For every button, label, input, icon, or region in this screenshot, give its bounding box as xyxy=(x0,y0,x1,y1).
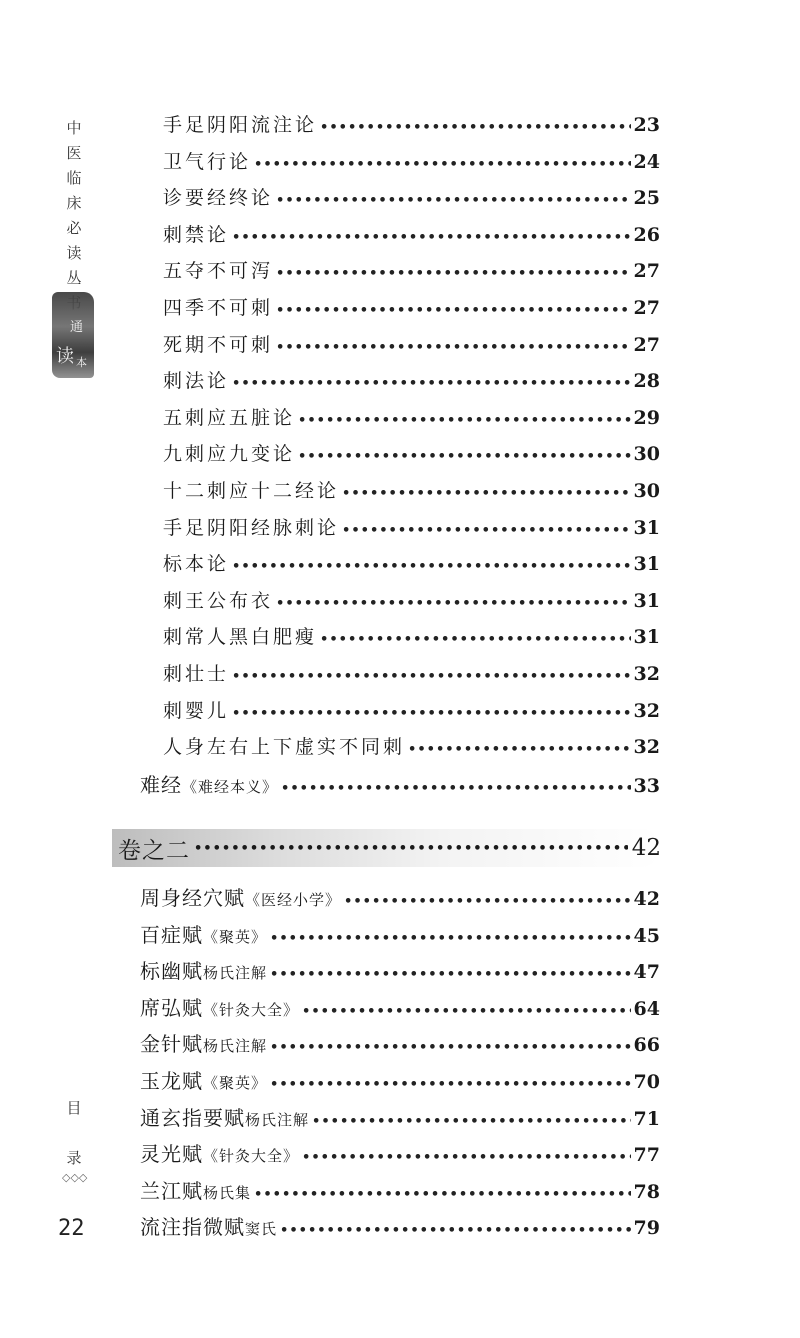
chapter-heading[interactable] xyxy=(112,829,661,867)
toc-entry-title-text: 通玄指要赋 xyxy=(140,1105,245,1130)
toc-entry[interactable] xyxy=(140,1102,660,1138)
dot-leader xyxy=(276,266,631,281)
toc-entry-page: 28 xyxy=(633,370,660,393)
dot-leader xyxy=(281,781,631,796)
toc-entry-title xyxy=(163,696,229,723)
toc-entry-title-text: 灵光赋 xyxy=(140,1142,203,1167)
toc-entry-title xyxy=(140,769,278,798)
toc-entry[interactable] xyxy=(163,513,660,549)
dot-leader xyxy=(276,193,631,208)
series-char: 临 xyxy=(66,169,82,187)
toc-entry-title xyxy=(163,476,339,503)
toc-entry-title xyxy=(163,147,251,174)
dot-leader xyxy=(280,1223,631,1238)
toc-entry-title-text: 标本论 xyxy=(163,553,230,576)
toc-entry-page: 42 xyxy=(633,888,660,910)
page-number: 22 xyxy=(58,1216,85,1241)
toc-entry-title xyxy=(163,586,273,613)
toc-entry-source: 《难经本义》 xyxy=(182,777,279,796)
toc-entry[interactable] xyxy=(163,696,660,732)
toc-entry-page: 45 xyxy=(633,924,660,947)
dot-leader xyxy=(344,894,631,909)
toc-entry-page: 71 xyxy=(633,1107,660,1130)
toc-entry-title-text: 金针赋 xyxy=(140,1032,203,1057)
toc-entry-title-text: 席弘赋 xyxy=(140,995,203,1020)
dot-leader xyxy=(276,596,631,611)
toc-entry[interactable] xyxy=(140,1065,660,1101)
toc-entry-title xyxy=(163,732,405,759)
series-char: 丛 xyxy=(66,269,82,287)
toc-entry-page: 27 xyxy=(633,333,660,356)
diamond-ornament-icon: ◇◇◇ xyxy=(62,1171,88,1184)
toc-entry-title-text: 人身左右上下虚实不同刺 xyxy=(163,736,406,759)
toc-entry-title xyxy=(163,403,295,430)
toc-entry-title xyxy=(163,622,317,649)
toc-entry-title-text: 难经 xyxy=(140,772,182,797)
toc-entry[interactable] xyxy=(140,769,660,805)
toc-entry-title-text: 五刺应五脏论 xyxy=(163,406,296,429)
toc-entry-title xyxy=(140,992,299,1021)
toc-entry-title-text: 刺婴儿 xyxy=(163,699,230,722)
toc-entry-title-text: 九刺应九变论 xyxy=(163,443,296,466)
dot-leader xyxy=(232,376,631,391)
toc-entry-title xyxy=(163,220,229,247)
toc-entry-page: 77 xyxy=(633,1144,660,1167)
dot-leader xyxy=(298,413,631,428)
toc-entry[interactable] xyxy=(163,622,660,658)
toc-entry[interactable] xyxy=(140,1028,660,1064)
toc-entry-page: 64 xyxy=(633,997,660,1020)
toc-entry-title-text: 手足阴阳流注论 xyxy=(163,114,318,136)
toc-entry[interactable] xyxy=(163,330,660,366)
toc-entry-page: 27 xyxy=(633,260,660,283)
toc-entry-page: 79 xyxy=(633,1217,660,1240)
dot-leader xyxy=(320,120,631,135)
toc-entry-source: 杨氏注解 xyxy=(203,964,268,983)
toc-entry-source: 《针灸大全》 xyxy=(203,1147,300,1166)
toc-entry[interactable] xyxy=(140,1211,660,1247)
toc-entry-title-text: 诊要经终论 xyxy=(163,187,274,210)
dot-leader xyxy=(276,340,631,355)
series-char: 必 xyxy=(66,219,82,237)
toc-entry[interactable] xyxy=(163,476,660,512)
toc-entry[interactable] xyxy=(163,659,660,695)
dot-leader xyxy=(232,706,631,721)
toc-entry-page: 32 xyxy=(633,736,660,759)
toc-entry-page: 24 xyxy=(633,150,660,173)
toc-entry-source: 杨氏集 xyxy=(203,1183,252,1202)
toc-entry-page: 31 xyxy=(633,516,660,539)
series-char: 医 xyxy=(66,144,82,162)
dot-leader xyxy=(298,449,631,464)
dot-leader xyxy=(312,1114,631,1129)
toc-entry-title-text: 玉龙赋 xyxy=(140,1069,203,1093)
dot-leader xyxy=(270,1077,631,1092)
toc-entry-source: 《医经小学》 xyxy=(245,891,342,909)
toc-entry-title xyxy=(140,1065,267,1094)
toc-entry-title xyxy=(140,1028,267,1057)
toc-entry[interactable] xyxy=(163,183,660,219)
toc-entry[interactable] xyxy=(140,882,660,918)
toc-entry-title-text: 刺禁论 xyxy=(163,223,230,246)
toc-entry[interactable] xyxy=(140,1175,660,1211)
toc-entry-title xyxy=(163,110,317,137)
series-char: 中 xyxy=(66,119,82,137)
toc-entry-title-text: 流注指微赋 xyxy=(140,1215,245,1240)
toc-entry-title-text: 百症赋 xyxy=(140,922,203,947)
toc-entry-page: 70 xyxy=(633,1071,660,1093)
toc-entry[interactable] xyxy=(140,992,660,1028)
toc-entry-title xyxy=(140,1102,309,1131)
seal-char: 读 xyxy=(56,346,74,367)
toc-entry-page: 30 xyxy=(633,480,660,502)
dot-leader xyxy=(342,486,631,501)
toc-entry-page: 32 xyxy=(633,663,660,685)
toc-entry-source: 杨氏注解 xyxy=(203,1037,268,1056)
toc-entry-page: 29 xyxy=(633,406,660,429)
toc-entry-title-text: 周身经穴赋 xyxy=(140,886,245,910)
toc-entry-page: 31 xyxy=(633,553,660,576)
section-label-vertical xyxy=(62,1083,86,1183)
toc-entry-title-text: 手足阴阳经脉刺论 xyxy=(163,516,340,539)
dot-leader xyxy=(254,157,631,172)
toc-entry-title xyxy=(140,1211,277,1240)
dot-leader xyxy=(232,559,631,574)
toc-entry[interactable] xyxy=(163,220,660,256)
toc-entry-title xyxy=(163,439,295,466)
toc-entry[interactable] xyxy=(163,147,660,183)
toc-entry-source: 《聚英》 xyxy=(203,1074,268,1092)
dot-leader xyxy=(302,1150,631,1165)
seal-char: 通 xyxy=(70,320,84,335)
toc-entry-title-text: 卫气行论 xyxy=(163,150,252,173)
toc-entry[interactable] xyxy=(140,1138,660,1174)
seal-logo xyxy=(52,292,94,378)
toc-entry-page: 30 xyxy=(633,443,660,466)
dot-leader xyxy=(194,841,628,856)
toc-entry-title-text: 刺壮士 xyxy=(163,663,230,685)
toc-entry-title-text: 兰江赋 xyxy=(140,1178,203,1203)
dot-leader xyxy=(254,1187,631,1202)
toc-entry-title xyxy=(140,882,341,911)
toc-entry-title xyxy=(140,1175,251,1204)
toc-entry-title-text: 四季不可刺 xyxy=(163,297,274,319)
toc-entry-page: 31 xyxy=(633,626,660,649)
toc-entry[interactable] xyxy=(163,549,660,585)
toc-entry-source: 《针灸大全》 xyxy=(203,1000,300,1019)
toc-entry-title xyxy=(140,919,267,948)
toc-entry-title-text: 十二刺应十二经论 xyxy=(163,480,340,502)
toc-entry-title xyxy=(163,293,273,320)
seal-char: 本 xyxy=(76,356,87,369)
toc-entry-title-text: 标幽赋 xyxy=(140,959,203,984)
dot-leader xyxy=(342,523,631,538)
toc-entry-title xyxy=(163,549,229,576)
dot-leader xyxy=(232,669,631,684)
toc-entry-page: 23 xyxy=(633,114,660,136)
toc-entry-title xyxy=(163,256,273,283)
toc-entry[interactable] xyxy=(163,439,660,475)
toc-entry[interactable] xyxy=(163,256,660,292)
chapter-page: 42 xyxy=(631,835,661,861)
dot-leader xyxy=(270,1040,631,1055)
toc-entry-title-text: 五夺不可泻 xyxy=(163,260,274,283)
toc-entry[interactable] xyxy=(140,919,660,955)
toc-entry-title-text: 刺法论 xyxy=(163,370,230,393)
toc-entry-page: 31 xyxy=(633,589,660,612)
toc-entry[interactable] xyxy=(163,366,660,402)
toc-entry-title xyxy=(163,366,229,393)
dot-leader xyxy=(232,230,631,245)
toc-entry-page: 27 xyxy=(633,297,660,319)
toc-entry-page: 66 xyxy=(633,1034,660,1057)
toc-entry-page: 78 xyxy=(633,1180,660,1203)
toc-entry-page: 33 xyxy=(633,774,660,797)
toc-entry-title xyxy=(163,659,229,686)
dot-leader xyxy=(320,632,631,647)
toc-entry-page: 32 xyxy=(633,699,660,722)
toc-entry[interactable] xyxy=(140,955,660,991)
toc-entry-title-text: 死期不可刺 xyxy=(163,333,274,356)
toc-entry-title xyxy=(163,183,273,210)
dot-leader xyxy=(302,1004,631,1019)
toc-entry[interactable] xyxy=(163,293,660,329)
toc-entry-source: 杨氏注解 xyxy=(245,1110,310,1129)
toc-entry[interactable] xyxy=(163,586,660,622)
toc-entry-title xyxy=(163,513,339,540)
section-char: 目 xyxy=(66,1099,82,1117)
toc-entry-title xyxy=(163,330,273,357)
toc-entry[interactable] xyxy=(163,110,660,146)
chapter-title: 卷之二 xyxy=(118,837,190,864)
toc-entry-title-text: 刺王公布衣 xyxy=(163,589,274,612)
toc-entry-page: 26 xyxy=(633,223,660,246)
dot-leader xyxy=(408,742,631,757)
toc-entry-page: 25 xyxy=(633,187,660,210)
dot-leader xyxy=(276,303,631,318)
series-char: 读 xyxy=(66,244,82,262)
toc-entry-title-text: 刺常人黑白肥瘦 xyxy=(163,626,318,649)
toc-entry-title xyxy=(140,955,267,984)
dot-leader xyxy=(270,967,631,982)
series-title-vertical xyxy=(62,116,86,316)
toc-entry[interactable] xyxy=(163,732,660,768)
toc-entry[interactable] xyxy=(163,403,660,439)
toc-entry-source: 窦氏 xyxy=(245,1220,278,1239)
toc-entry-source: 《聚英》 xyxy=(203,927,268,946)
toc-entry-title xyxy=(140,1138,299,1167)
toc-entry-page: 47 xyxy=(633,961,660,984)
dot-leader xyxy=(270,931,631,946)
series-char: 床 xyxy=(66,194,82,212)
section-char: 录 xyxy=(66,1149,82,1167)
